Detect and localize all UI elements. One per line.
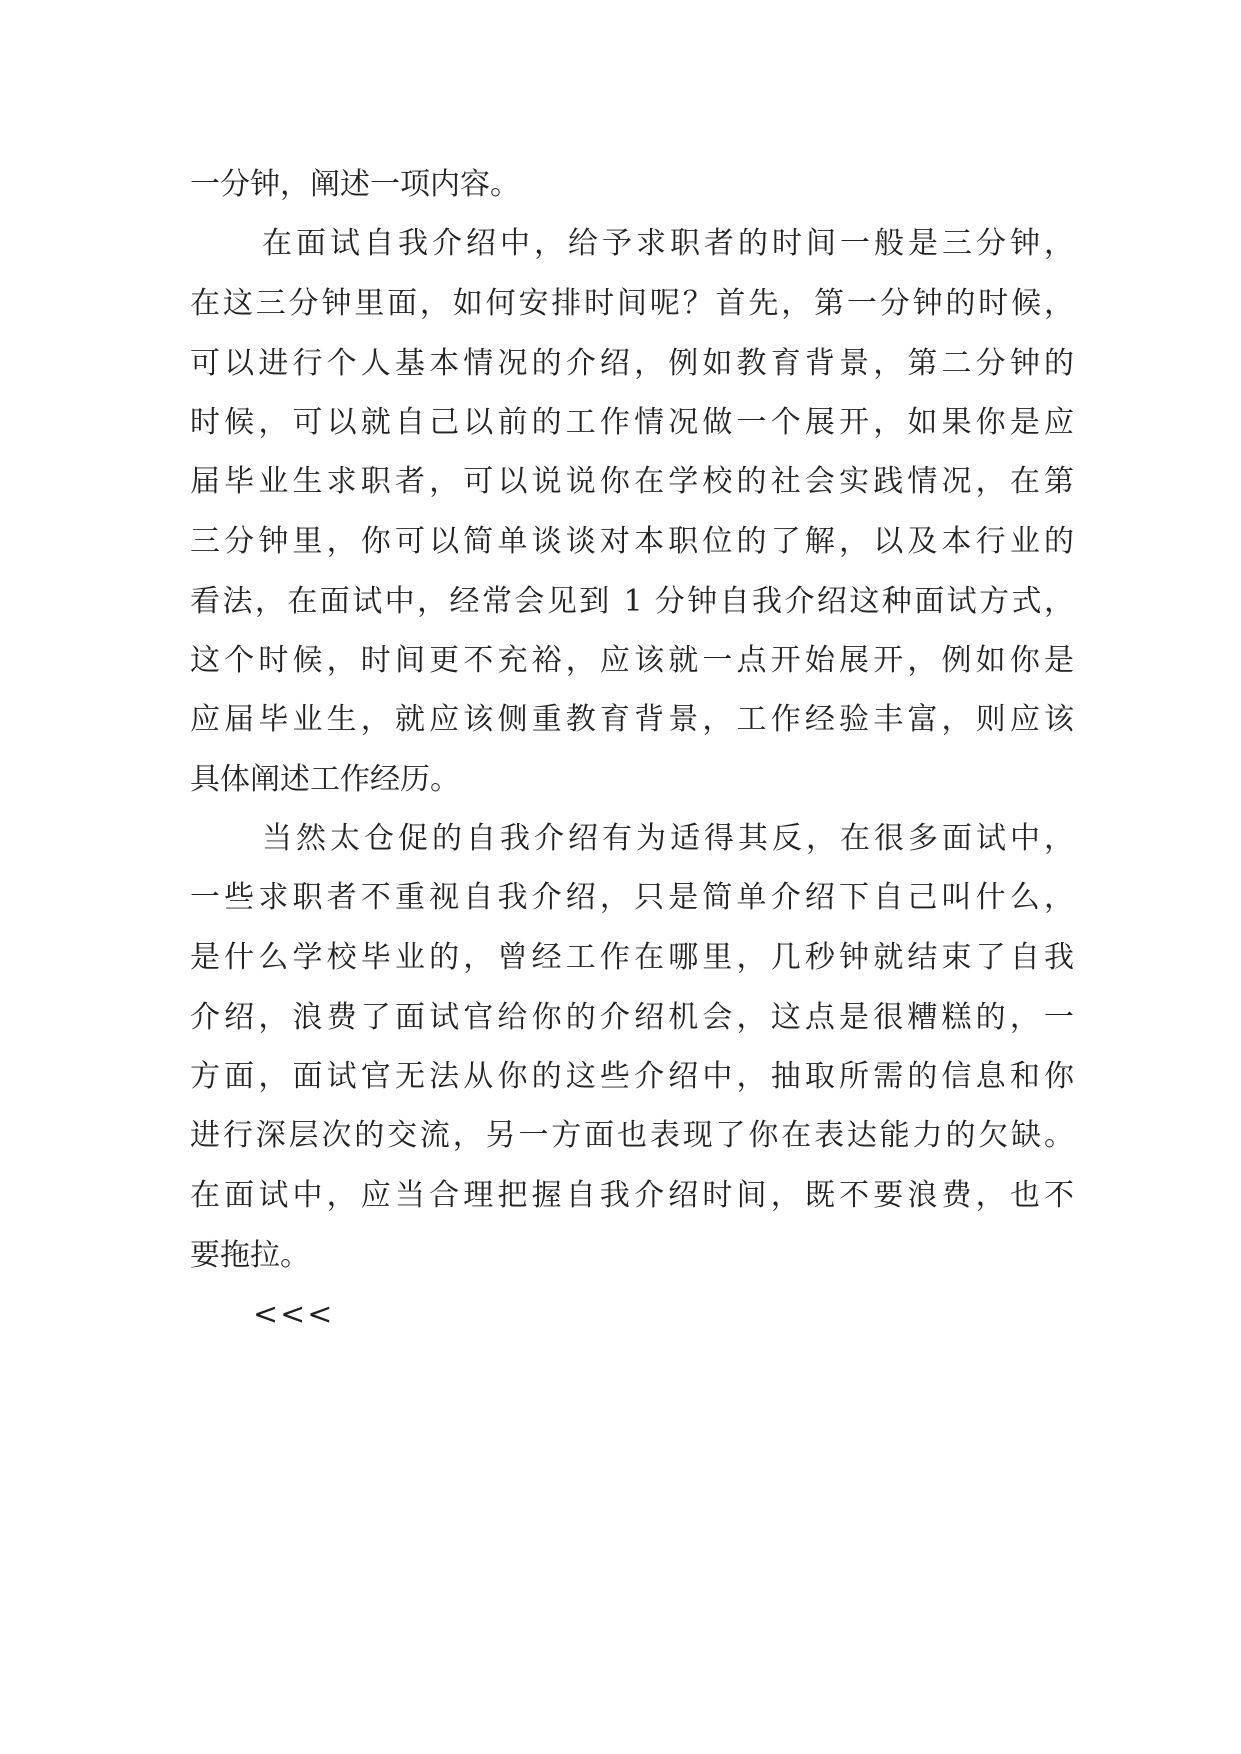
text-line: 当然太仓促的自我介绍有为适得其反，在很多面试中，: [262, 821, 1074, 856]
text-line: 一些求职者不重视自我介绍，只是简单介绍下自己叫什么，: [190, 880, 1074, 915]
text-line: 这个时候，时间更不充裕，应该就一点开始展开，例如你是: [190, 643, 1074, 678]
text-line: 进行深层次的交流，另一方面也表现了你在表达能力的欠缺。: [190, 1118, 1074, 1153]
text-line: 应届毕业生，就应该侧重教育背景，工作经验丰富，则应该: [190, 702, 1074, 737]
text-line: 一分钟，阐述一项内容。: [190, 167, 520, 202]
text-line: 看法，在面试中，经常会见到 1 分钟自我介绍这种面试方式，: [190, 584, 1074, 619]
text-line: 可以进行个人基本情况的介绍，例如教育背景，第二分钟的: [190, 346, 1074, 381]
text-line: 是什么学校毕业的，曾经工作在哪里，几秒钟就结束了自我: [190, 940, 1074, 975]
text-line: 方面，面试官无法从你的这些介绍中，抽取所需的信息和你: [190, 1059, 1074, 1094]
text-line: 在面试自我介绍中，给予求职者的时间一般是三分钟，: [262, 226, 1074, 261]
text-line: 届毕业生求职者，可以说说你在学校的社会实践情况，在第: [190, 464, 1074, 499]
text-line: 三分钟里，你可以简单谈谈对本职位的了解，以及本行业的: [190, 524, 1074, 559]
page-marker: <<<: [253, 1297, 335, 1332]
text-line: 要拖拉。: [190, 1238, 310, 1273]
text-line: 在面试中，应当合理把握自我介绍时间，既不要浪费，也不: [190, 1178, 1074, 1213]
text-line: 时候，可以就自己以前的工作情况做一个展开，如果你是应: [190, 405, 1074, 440]
text-line: 介绍，浪费了面试官给你的介绍机会，这点是很糟糕的，一: [190, 1000, 1074, 1035]
text-line: 具体阐述工作经历。: [190, 762, 460, 797]
text-line: 在这三分钟里面，如何安排时间呢？首先，第一分钟的时候，: [190, 286, 1074, 321]
